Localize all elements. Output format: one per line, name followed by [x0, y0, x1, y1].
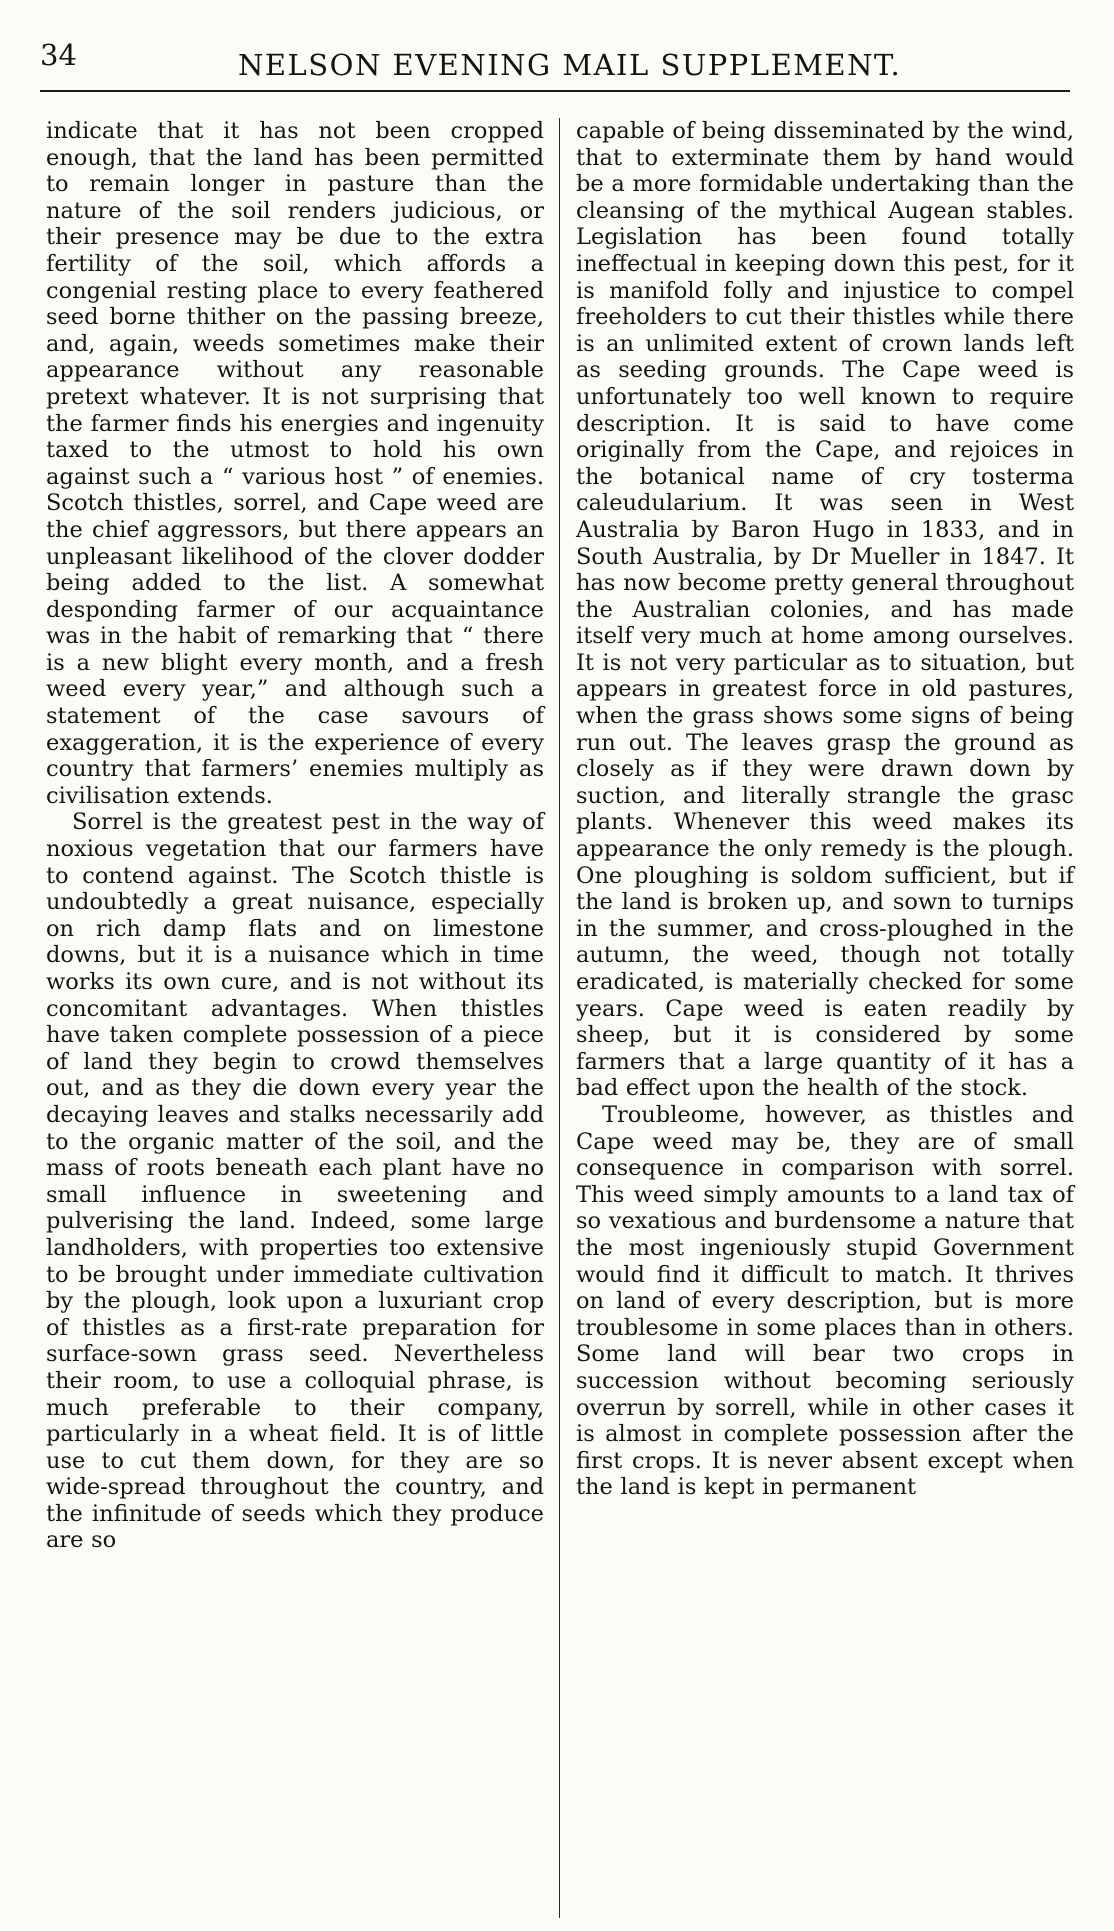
article-paragraph: capable of being disseminated by the wind, that to exterminate them by hand would be a more formidable undertaking than the cleansing of the mythical Augean stables. Legislation has been found totally ineffectual in keeping down this pest, for it is manifold folly and injustice to compel freeholders to cut their thistles while there is an unlimited extent of crown lands left as seeding grounds. The Cape weed is unfortunately too well known to require description. It is said to have come originally from the Cape, and rejoices in the botanical name of cry tosterma caleudularium. It was seen in West Australia by Baron Hugo in 1833, and in South Australia, by Dr Mueller in 1847. It has now become pretty general throughout the Australian colonies, and has made itself very much at home among ourselves. It is not very particular as to situation, but appears in greatest force in old pastures, when the grass shows some signs of being run out. The leaves grasp the ground as closely as if they were drawn down by suction, and literally strangle the grasc plants. Whenever this weed makes its appearance the only remedy is the plough. One ploughing is soldom sufficient, but if the land is broken up, and sown to turnips in the summer, and cross-ploughed in the autumn, the weed, though not totally eradicated, is materially checked for some years. Cape weed is eaten readily by sheep, but it is considered by some farmers that a large quantity of it has a bad effect upon the health of the stock. — [576, 118, 1075, 1102]
page-number: 34 — [40, 38, 77, 72]
left-column — [46, 118, 544, 1554]
right-column — [576, 118, 1074, 1501]
page-header — [40, 38, 1070, 84]
article-paragraph: Sorrel is the greatest pest in the way of noxious vegetation that our farmers have to contend against. The Scotch thistle is undoubtedly a great nuisance, especially on rich damp flats and on limestone downs, but it is a nuisance which in time works its own cure, and is not without its concomitant advantages. When thistles have taken complete possession of a piece of land they begin to crowd themselves out, and as they die down every year the decaying leaves and stalks necessarily add to the organic matter of the soil, and the mass of roots beneath each plant have no small influence in sweetening and pulverising the land. Indeed, some large landholders, with properties too extensive to be brought under immediate cultivation by the plough, look upon a luxuriant crop of thistles as a first-rate preparation for surface-sown grass seed. Nevertheless their room, to use a colloquial phrase, is much preferable to their company, particularly in a wheat field. It is of little use to cut them down, for they are so wide-spread throughout the country, and the infinitude of seeds which they produce are so — [46, 809, 544, 1554]
column-divider — [559, 118, 560, 1918]
article-paragraph: Troubleome, however, as thistles and Cape weed may be, they are of small consequence in comparison with sorrel. This weed simply amounts to a land tax of so vexatious and burdensome a nature that the most ingeniously stupid Government would find it difficult to match. It thrives on land of every description, but is more troublesome in some places than in others. Some land will bear two crops in succession without becoming seriously overrun by sorrell, while in other cases it is almost in complete possession after the first crops. It is never absent except when the land is kept in permanent — [576, 1101, 1074, 1501]
article-paragraph: indicate that it has not been cropped enough, that the land has been permitted to remain longer in pasture than the nature of the soil renders judicious, or their presence may be due to the extra fertility of the soil, which affords a congenial resting place to every feathered seed borne thither on the passing breeze, and, again, weeds sometimes make their appearance without any reasonable pretext whatever. It is not surprising that the farmer finds his energies and ingenuity taxed to the utmost to hold his own against such a “ various host ” of enemies. Scotch thistles, sorrel, and Cape weed are the chief aggressors, but there appears an unpleasant likelihood of the clover dodder being added to the list. A somewhat desponding farmer of our acquaintance was in the habit of remarking that “ there is a new blight every month, and a fresh weed every year,” and although such a statement of the case savours of exaggeration, it is the experience of every country that farmers’ enemies multiply as civilisation extends. — [46, 118, 544, 809]
header-rule — [40, 90, 1070, 92]
newspaper-title: NELSON EVENING MAIL SUPPLEMENT. — [238, 48, 902, 82]
